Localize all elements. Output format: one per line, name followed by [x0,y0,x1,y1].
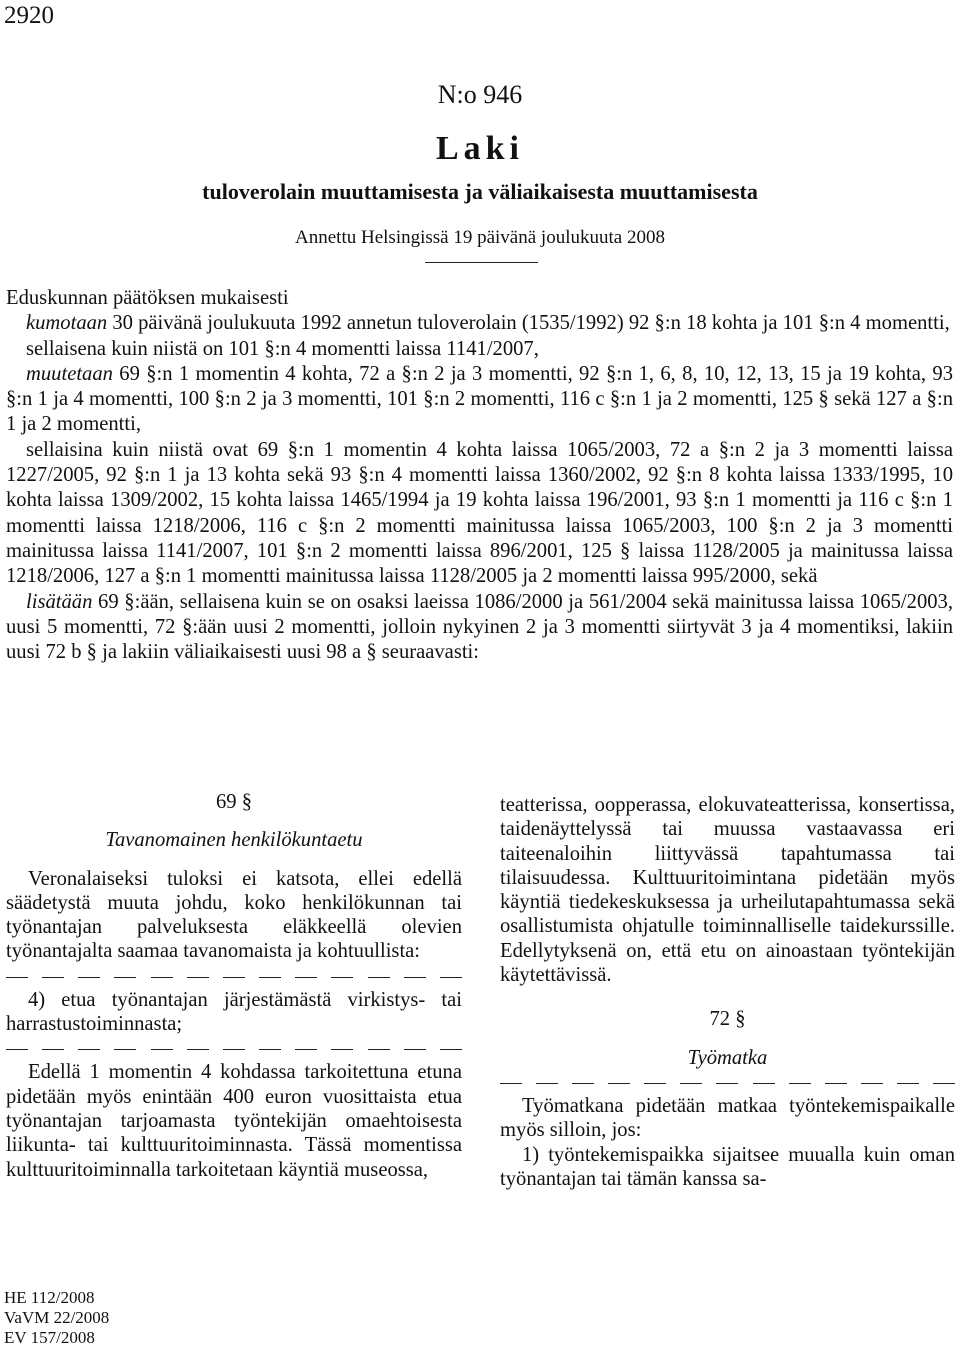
law-number: N:o 946 [437,80,523,109]
section-72-number: 72 § [709,1008,746,1031]
header-divider [425,262,538,263]
muutetaan-keyword: muutetaan [26,362,113,385]
lisataan-keyword: lisätään [26,590,93,613]
given-date-line: Annettu Helsingissä 19 päivänä joulukuuta 2008 [295,227,665,248]
reference-ev: EV 157/2008 [4,1328,95,1347]
section-69-paragraph-5-continued: teatterissa, oopperassa, elokuvateatterissa, konsertissa, taidenäyttelyssä tai muussa vastaavassa eri taiteenaloihin liittyvässä tapahtumassa tai tilaisuudessa. Kulttuuritoimintana pidetään myös käyntiä tiedekeskuksessa ja urheilutapahtumassa sekä osallistumista ohjatulle toiminnalliselle taidekurssille. Edellytyksenä on, että etu on ainoastaan työntekijän käytettävissä. [500,794,955,987]
omission-line [6,972,462,982]
section-69-paragraph-5: Edellä 1 momentin 4 kohdassa tarkoitettuna etuna pidetään myös enintään 400 euron vuosittaista etua työnantajan tarjoamasta työntekijän omaehtoisesta liikunta- tai kulttuuritoiminnasta. Tässä momentissa kulttuuritoiminnalla tarkoitetaan käyntiä museossa, [6,1061,462,1181]
section-72-paragraph-2: Työmatkana pidetään matkaa työntekemispaikalle myös silloin, jos: [500,1094,955,1142]
legislative-references [4,1288,109,1348]
preamble-sellaisina: sellaisina kuin niistä ovat 69 §:n 1 momentin 4 kohta laissa 1065/2003, 72 a §:n 2 ja 3 momentti laissa 1227/2005, 92 §:n 1 ja 13 kohta sekä 93 §:n 4 momentti laissa 1360/2002, 92 §:n 8 kohta laissa 1333/1995, 10 kohta laissa 1309/2002, 15 kohta laissa 1465/1994 ja 19 kohta laissa 196/2001, 93 §:n 1 momentti ja 116 c §:n 1 momentti laissa 1218/2006, 116 c §:n 2 momentti mainitussa laissa 1065/2003, 100 §:n 2 ja 3 momentti mainitussa laissa 1141/2007, 101 §:n 2 momentti laissa 896/2001, 125 § laissa 1128/2005 ja mainitussa laissa 1218/2006, 127 a §:n 1 momentti mainitussa laissa 1128/2005 ja 2 momentti laissa 995/2000, sekä [6,438,953,588]
section-69-number: 69 § [215,791,253,813]
omission-line [500,1078,955,1088]
section-69-item-4: 4) etua työnantajan järjestämästä virkistys- tai harrastustoiminnasta; [6,988,462,1036]
page-number: 2920 [4,2,54,29]
law-subtitle: tuloverolain muuttamisesta ja väliaikaisesta muuttamisesta [202,179,758,204]
omission-line [6,1044,462,1054]
preamble-muutetaan [6,362,953,438]
section-69-paragraph-1: Veronalaiseksi tuloksi ei katsota, ellei edellä säädetystä muuta johdu, koko henkilökunnan tai työnantajan palveluksesta eläkkeellä olevien työnantajalta saamaa tavanomaista ja kohtuullista: [6,867,462,963]
muutetaan-text: 69 §:n 1 momentin 4 kohta, 72 a §:n 2 ja 3 momentti, 92 §:n 1, 6, 8, 10, 12, 13, 15 ja 19 kohta, 93 §:n 1 ja 4 momentti, 100 §:n 2 ja 3 momentti, 101 §:n 2 momentti, 116 c §:n 1 ja 2 momentti, 125 § sekä 127 a §:n 1 ja 2 momentti, [6,362,953,436]
preamble-sellaisena: sellaisena kuin niistä on 101 §:n 4 momentti laissa 1141/2007, [26,337,539,360]
section-72-heading: Työmatka [687,1046,768,1069]
preamble [6,286,953,665]
kumotaan-keyword: kumotaan [26,312,108,335]
reference-he: HE 112/2008 [4,1288,95,1307]
lisataan-text: 69 §:ään, sellaisena kuin se on osaksi laeissa 1086/2000 ja 561/2004 sekä mainitussa laissa 1065/2003, uusi 5 momentti, 72 §:ään uusi 2 momentti, jolloin nykyinen 2 ja 3 momentti siirtyvät 3 ja 4 momentiksi, lakiin uusi 72 b § ja lakiin väliaikaisesti uusi 98 a § seuraavasti: [6,590,953,664]
preamble-intro: Eduskunnan päätöksen mukaisesti [6,287,289,309]
preamble-kumotaan [6,311,953,336]
reference-vavm: VaVM 22/2008 [4,1308,110,1327]
section-69-heading: Tavanomainen henkilökuntaetu [105,829,363,852]
preamble-lisataan [6,590,953,666]
law-title: Laki [435,130,525,167]
right-column [500,793,955,1191]
kumotaan-text: 30 päivänä joulukuuta 1992 annetun tuloverolain (1535/1992) 92 §:n 18 kohta ja 101 §:n 4 momentti, [107,312,950,335]
left-column [6,790,462,1182]
section-72-item-1: 1) työntekemispaikka sijaitsee muualla kuin oman työnantajan tai tämän kanssa sa- [500,1143,955,1190]
